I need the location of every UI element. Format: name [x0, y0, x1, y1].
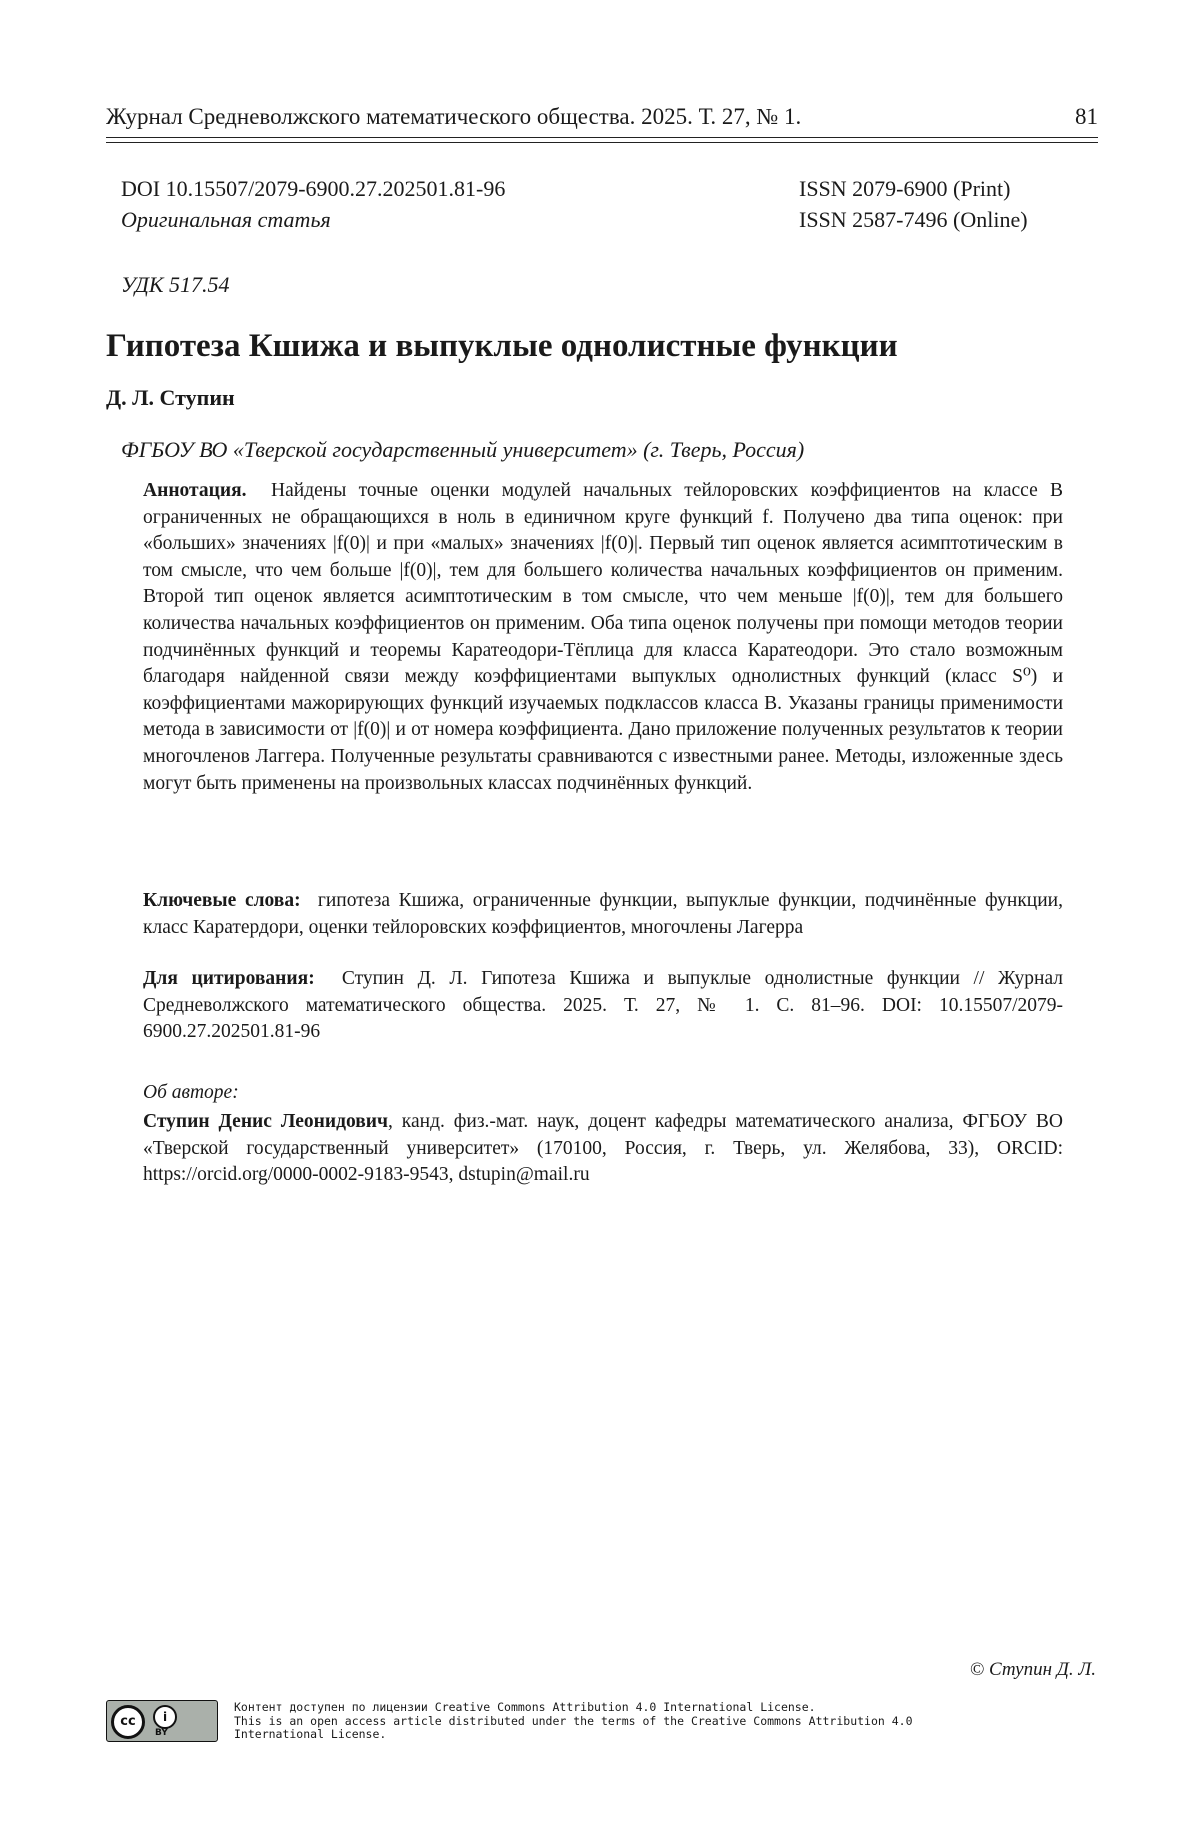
license-text [234, 1701, 934, 1742]
license-en: This is an open access article distributed under the terms of the Creative Commons Attribution 4.0 International License. [234, 1713, 913, 1741]
abstract [143, 478, 1063, 797]
journal-name: Журнал Средневолжского математического общества. 2025. Т. 27, № 1. [106, 104, 802, 129]
license-ru: Контент доступен по лицензии Creative Commons Attribution 4.0 International License. [234, 1700, 816, 1714]
doi: DOI 10.15507/2079-6900.27.202501.81-96 [121, 176, 506, 201]
keywords-text: гипотеза Кшижа, ограниченные функции, выпуклые функции, подчинённые функции, класс Каратердори, оценки тейлоровских коэффициентов, многочлены Лагерра [143, 890, 1063, 938]
header-rule-top [106, 137, 1098, 138]
header-rule-bottom [106, 142, 1098, 143]
about-author-name: Ступин Денис Леонидович [143, 1111, 389, 1132]
cc-icon: cc [111, 1705, 145, 1739]
author-name: Д. Л. Ступин [106, 385, 235, 410]
page-number: 81 [1075, 104, 1098, 129]
citation-text: Ступин Д. Л. Гипотеза Кшижа и выпуклые однолистные функции // Журнал Средневолжского математического общества. 2025. Т. 27, № 1. С. 81–96. DOI: 10.15507/2079-6900.27.202501.81-96 [143, 968, 1063, 1043]
affiliation: ФГБОУ ВО «Тверской государственный университет» (г. Тверь, Россия) [121, 437, 805, 462]
cc-by-badge[interactable] [106, 1700, 218, 1742]
running-head [106, 104, 1098, 130]
abstract-label: Аннотация. [143, 480, 247, 501]
keywords-label: Ключевые слова: [143, 890, 301, 911]
article-title: Гипотеза Кшижа и выпуклые однолистные функции [106, 328, 898, 364]
issn-print: ISSN 2079-6900 (Print) [799, 176, 1011, 201]
citation-label: Для цитирования: [143, 968, 315, 989]
article-meta-left [121, 173, 505, 235]
about-author [143, 1109, 1063, 1189]
about-author-label: Об авторе: [143, 1082, 239, 1103]
by-label: BY [155, 1728, 168, 1738]
article-type: Оригинальная статья [121, 207, 331, 232]
keywords [143, 888, 1063, 941]
about-author-text: , канд. физ.-мат. наук, доцент кафедры математического анализа, ФГБОУ ВО «Тверской государственный университет» (170100, Россия, г. Тверь, ул. Желябова, 33), ORCID: https://orcid.org/0000-0002-9183-9543, dstupin@mail.ru [143, 1111, 1063, 1186]
copyright: © Ступин Д. Л. [969, 1659, 1096, 1680]
abstract-text: Найдены точные оценки модулей начальных тейлоровских коэффициентов на классе B ограниченных не обращающихся в ноль в единичном круге функций f. Получено два типа оценок: при «больших» значениях |f(0)| и при «малых» значениях |f(0)|. Первый тип оценок является асимптотическим в том смысле, что чем больше |f(0)|, тем для большего количества начальных коэффициентов он применим. Второй тип оценок является асимптотическим в том смысле, что чем меньше |f(0)|, тем для большего количества начальных коэффициентов он применим. Оба типа оценок получены при помощи методов теории подчинённых функций и теоремы Каратеодори-Тёплица для класса Каратеодори. Это стало возможным благодаря найденной связи между коэффициентами выпуклых однолистных функций (класс S⁰) и коэффициентами мажорирующих функций изучаемых подклассов класса B. Указаны границы применимости метода в зависимости от |f(0)| и от номера коэффициента. Дано приложение полученных результатов к теории многочленов Лаггера. Полученные результаты сравниваются с известными ранее. Методы, изложенные здесь могут быть применены на произвольных классах подчинённых функций. [143, 480, 1063, 794]
citation [143, 966, 1063, 1046]
issn-online: ISSN 2587-7496 (Online) [799, 207, 1028, 232]
person-icon: i [153, 1705, 177, 1729]
udk-code: УДК 517.54 [121, 272, 230, 297]
article-meta-right [799, 173, 1028, 235]
